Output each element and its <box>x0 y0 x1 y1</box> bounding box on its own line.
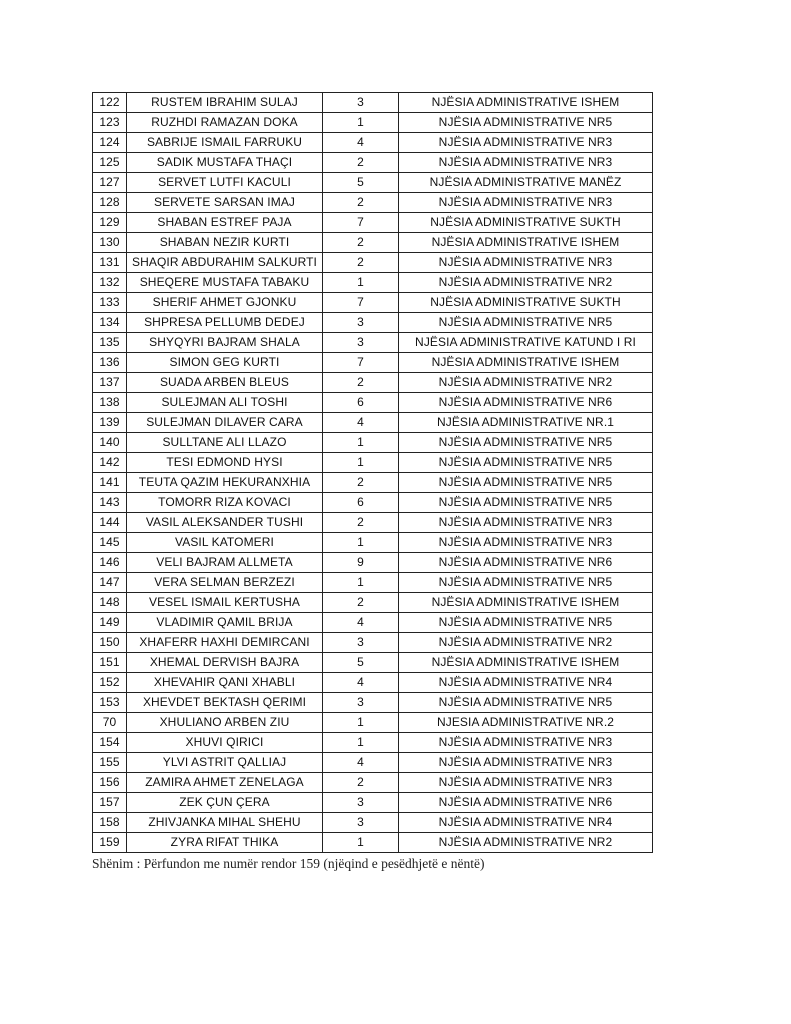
row-number-cell: 151 <box>93 653 127 673</box>
person-name-cell: TESI EDMOND HYSI <box>127 453 323 473</box>
row-number-cell: 139 <box>93 413 127 433</box>
person-name-cell: SULEJMAN ALI TOSHI <box>127 393 323 413</box>
footnote: Shënim : Përfundon me numër rendor 159 (njëqind e pesëdhjetë e nëntë) <box>92 856 485 871</box>
row-number-cell: 153 <box>93 693 127 713</box>
count-cell: 3 <box>323 633 399 653</box>
count-cell: 5 <box>323 653 399 673</box>
table-row <box>93 813 653 833</box>
row-number-cell: 143 <box>93 493 127 513</box>
row-number-cell: 149 <box>93 613 127 633</box>
administrative-unit-cell: NJËSIA ADMINISTRATIVE ISHEM <box>399 653 653 673</box>
person-name-cell: ZYRA RIFAT THIKA <box>127 833 323 853</box>
table-row <box>93 573 653 593</box>
row-number-cell: 129 <box>93 213 127 233</box>
administrative-unit-cell: NJËSIA ADMINISTRATIVE NR5 <box>399 113 653 133</box>
row-number-cell: 70 <box>93 713 127 733</box>
table-row <box>93 653 653 673</box>
person-name-cell: ZHIVJANKA MIHAL SHEHU <box>127 813 323 833</box>
table-row <box>93 533 653 553</box>
count-cell: 4 <box>323 133 399 153</box>
administrative-unit-cell: NJËSIA ADMINISTRATIVE ISHEM <box>399 93 653 113</box>
row-number-cell: 128 <box>93 193 127 213</box>
table-row <box>93 373 653 393</box>
count-cell: 3 <box>323 333 399 353</box>
administrative-unit-cell: NJËSIA ADMINISTRATIVE ISHEM <box>399 233 653 253</box>
table-row <box>93 133 653 153</box>
person-name-cell: RUZHDI RAMAZAN DOKA <box>127 113 323 133</box>
row-number-cell: 122 <box>93 93 127 113</box>
administrative-unit-cell: NJËSIA ADMINISTRATIVE NR3 <box>399 533 653 553</box>
administrative-unit-cell: NJËSIA ADMINISTRATIVE NR.1 <box>399 413 653 433</box>
table-row <box>93 453 653 473</box>
count-cell: 2 <box>323 513 399 533</box>
table-row <box>93 673 653 693</box>
administrative-unit-cell: NJËSIA ADMINISTRATIVE NR6 <box>399 393 653 413</box>
person-name-cell: XHEVDET BEKTASH QERIMI <box>127 693 323 713</box>
table-row <box>93 833 653 853</box>
count-cell: 2 <box>323 473 399 493</box>
administrative-unit-cell: NJËSIA ADMINISTRATIVE NR3 <box>399 773 653 793</box>
count-cell: 3 <box>323 693 399 713</box>
count-cell: 4 <box>323 673 399 693</box>
count-cell: 6 <box>323 493 399 513</box>
person-name-cell: VLADIMIR QAMIL BRIJA <box>127 613 323 633</box>
row-number-cell: 152 <box>93 673 127 693</box>
count-cell: 2 <box>323 253 399 273</box>
administrative-unit-cell: NJËSIA ADMINISTRATIVE NR3 <box>399 733 653 753</box>
person-name-cell: XHULIANO ARBEN ZIU <box>127 713 323 733</box>
count-cell: 3 <box>323 93 399 113</box>
person-name-cell: XHEVAHIR QANI XHABLI <box>127 673 323 693</box>
administrative-unit-cell: NJËSIA ADMINISTRATIVE NR5 <box>399 453 653 473</box>
row-number-cell: 124 <box>93 133 127 153</box>
table-row <box>93 293 653 313</box>
administrative-unit-cell: NJËSIA ADMINISTRATIVE ISHEM <box>399 593 653 613</box>
row-number-cell: 145 <box>93 533 127 553</box>
person-name-cell: SHYQYRI BAJRAM SHALA <box>127 333 323 353</box>
table-row <box>93 193 653 213</box>
administrative-unit-cell: NJËSIA ADMINISTRATIVE NR6 <box>399 793 653 813</box>
table-row <box>93 493 653 513</box>
count-cell: 1 <box>323 713 399 733</box>
administrative-unit-cell: NJËSIA ADMINISTRATIVE ISHEM <box>399 353 653 373</box>
count-cell: 3 <box>323 813 399 833</box>
table-row <box>93 253 653 273</box>
count-cell: 4 <box>323 413 399 433</box>
row-number-cell: 148 <box>93 593 127 613</box>
records-table <box>92 92 653 853</box>
count-cell: 1 <box>323 273 399 293</box>
administrative-unit-cell: NJËSIA ADMINISTRATIVE NR5 <box>399 493 653 513</box>
count-cell: 1 <box>323 573 399 593</box>
count-cell: 4 <box>323 753 399 773</box>
count-cell: 7 <box>323 213 399 233</box>
person-name-cell: TEUTA QAZIM HEKURANXHIA <box>127 473 323 493</box>
table-row <box>93 633 653 653</box>
count-cell: 2 <box>323 373 399 393</box>
administrative-unit-cell: NJËSIA ADMINISTRATIVE NR2 <box>399 633 653 653</box>
count-cell: 1 <box>323 113 399 133</box>
administrative-unit-cell: NJËSIA ADMINISTRATIVE NR5 <box>399 473 653 493</box>
table-row <box>93 313 653 333</box>
row-number-cell: 131 <box>93 253 127 273</box>
person-name-cell: SERVETE SARSAN IMAJ <box>127 193 323 213</box>
row-number-cell: 155 <box>93 753 127 773</box>
count-cell: 2 <box>323 593 399 613</box>
table-row <box>93 433 653 453</box>
row-number-cell: 159 <box>93 833 127 853</box>
table-row <box>93 753 653 773</box>
count-cell: 7 <box>323 353 399 373</box>
count-cell: 3 <box>323 793 399 813</box>
table-row <box>93 173 653 193</box>
person-name-cell: SADIK MUSTAFA THAÇI <box>127 153 323 173</box>
row-number-cell: 141 <box>93 473 127 493</box>
table-row <box>93 773 653 793</box>
row-number-cell: 136 <box>93 353 127 373</box>
table-row <box>93 113 653 133</box>
administrative-unit-cell: NJËSIA ADMINISTRATIVE NR2 <box>399 833 653 853</box>
person-name-cell: SULLTANE ALI LLAZO <box>127 433 323 453</box>
row-number-cell: 142 <box>93 453 127 473</box>
row-number-cell: 133 <box>93 293 127 313</box>
table-row <box>93 413 653 433</box>
administrative-unit-cell: NJËSIA ADMINISTRATIVE NR5 <box>399 313 653 333</box>
person-name-cell: VELI BAJRAM ALLMETA <box>127 553 323 573</box>
administrative-unit-cell: NJËSIA ADMINISTRATIVE NR3 <box>399 253 653 273</box>
administrative-unit-cell: NJËSIA ADMINISTRATIVE NR5 <box>399 693 653 713</box>
administrative-unit-cell: NJËSIA ADMINISTRATIVE NR3 <box>399 513 653 533</box>
count-cell: 2 <box>323 153 399 173</box>
person-name-cell: SHABAN ESTREF PAJA <box>127 213 323 233</box>
count-cell: 1 <box>323 533 399 553</box>
person-name-cell: XHUVI QIRICI <box>127 733 323 753</box>
person-name-cell: SHPRESA PELLUMB DEDEJ <box>127 313 323 333</box>
table-row <box>93 93 653 113</box>
row-number-cell: 150 <box>93 633 127 653</box>
row-number-cell: 127 <box>93 173 127 193</box>
table-row <box>93 213 653 233</box>
person-name-cell: SERVET LUTFI KACULI <box>127 173 323 193</box>
count-cell: 1 <box>323 733 399 753</box>
table-row <box>93 273 653 293</box>
administrative-unit-cell: NJËSIA ADMINISTRATIVE NR3 <box>399 753 653 773</box>
row-number-cell: 132 <box>93 273 127 293</box>
count-cell: 3 <box>323 313 399 333</box>
count-cell: 7 <box>323 293 399 313</box>
count-cell: 1 <box>323 453 399 473</box>
person-name-cell: SHAQIR ABDURAHIM SALKURTI <box>127 253 323 273</box>
row-number-cell: 157 <box>93 793 127 813</box>
table-row <box>93 733 653 753</box>
administrative-unit-cell: NJËSIA ADMINISTRATIVE SUKTH <box>399 213 653 233</box>
person-name-cell: TOMORR RIZA KOVACI <box>127 493 323 513</box>
row-number-cell: 123 <box>93 113 127 133</box>
row-number-cell: 147 <box>93 573 127 593</box>
row-number-cell: 137 <box>93 373 127 393</box>
person-name-cell: SIMON GEG KURTI <box>127 353 323 373</box>
person-name-cell: SABRIJE ISMAIL FARRUKU <box>127 133 323 153</box>
count-cell: 2 <box>323 233 399 253</box>
administrative-unit-cell: NJËSIA ADMINISTRATIVE MANËZ <box>399 173 653 193</box>
count-cell: 1 <box>323 833 399 853</box>
count-cell: 9 <box>323 553 399 573</box>
person-name-cell: RUSTEM IBRAHIM SULAJ <box>127 93 323 113</box>
administrative-unit-cell: NJËSIA ADMINISTRATIVE SUKTH <box>399 293 653 313</box>
person-name-cell: VASIL ALEKSANDER TUSHI <box>127 513 323 533</box>
table-row <box>93 793 653 813</box>
administrative-unit-cell: NJËSIA ADMINISTRATIVE NR4 <box>399 673 653 693</box>
records-table-body <box>93 93 653 853</box>
person-name-cell: VERA SELMAN BERZEZI <box>127 573 323 593</box>
row-number-cell: 146 <box>93 553 127 573</box>
row-number-cell: 138 <box>93 393 127 413</box>
person-name-cell: SHERIF AHMET GJONKU <box>127 293 323 313</box>
person-name-cell: SULEJMAN DILAVER CARA <box>127 413 323 433</box>
person-name-cell: YLVI ASTRIT QALLIAJ <box>127 753 323 773</box>
row-number-cell: 158 <box>93 813 127 833</box>
administrative-unit-cell: NJËSIA ADMINISTRATIVE NR3 <box>399 153 653 173</box>
table-row <box>93 593 653 613</box>
row-number-cell: 125 <box>93 153 127 173</box>
row-number-cell: 130 <box>93 233 127 253</box>
table-row <box>93 353 653 373</box>
table-row <box>93 553 653 573</box>
table-row <box>93 393 653 413</box>
person-name-cell: VESEL ISMAIL KERTUSHA <box>127 593 323 613</box>
person-name-cell: ZEK ÇUN ÇERA <box>127 793 323 813</box>
row-number-cell: 144 <box>93 513 127 533</box>
count-cell: 5 <box>323 173 399 193</box>
count-cell: 4 <box>323 613 399 633</box>
administrative-unit-cell: NJËSIA ADMINISTRATIVE NR4 <box>399 813 653 833</box>
person-name-cell: SHEQERE MUSTAFA TABAKU <box>127 273 323 293</box>
table-row <box>93 513 653 533</box>
administrative-unit-cell: NJËSIA ADMINISTRATIVE NR2 <box>399 273 653 293</box>
table-row <box>93 613 653 633</box>
row-number-cell: 154 <box>93 733 127 753</box>
row-number-cell: 140 <box>93 433 127 453</box>
person-name-cell: SUADA ARBEN BLEUS <box>127 373 323 393</box>
row-number-cell: 134 <box>93 313 127 333</box>
person-name-cell: SHABAN NEZIR KURTI <box>127 233 323 253</box>
count-cell: 6 <box>323 393 399 413</box>
administrative-unit-cell: NJËSIA ADMINISTRATIVE NR5 <box>399 433 653 453</box>
table-row <box>93 693 653 713</box>
row-number-cell: 156 <box>93 773 127 793</box>
table-row <box>93 713 653 733</box>
administrative-unit-cell: NJËSIA ADMINISTRATIVE NR3 <box>399 193 653 213</box>
administrative-unit-cell: NJËSIA ADMINISTRATIVE NR2 <box>399 373 653 393</box>
person-name-cell: XHAFERR HAXHI DEMIRCANI <box>127 633 323 653</box>
administrative-unit-cell: NJËSIA ADMINISTRATIVE NR5 <box>399 573 653 593</box>
row-number-cell: 135 <box>93 333 127 353</box>
table-row <box>93 153 653 173</box>
person-name-cell: XHEMAL DERVISH BAJRA <box>127 653 323 673</box>
administrative-unit-cell: NJËSIA ADMINISTRATIVE NR5 <box>399 613 653 633</box>
administrative-unit-cell: NJËSIA ADMINISTRATIVE NR6 <box>399 553 653 573</box>
count-cell: 2 <box>323 773 399 793</box>
count-cell: 2 <box>323 193 399 213</box>
count-cell: 1 <box>323 433 399 453</box>
table-row <box>93 333 653 353</box>
administrative-unit-cell: NJËSIA ADMINISTRATIVE NR3 <box>399 133 653 153</box>
person-name-cell: ZAMIRA AHMET ZENELAGA <box>127 773 323 793</box>
administrative-unit-cell: NJESIA ADMINISTRATIVE NR.2 <box>399 713 653 733</box>
person-name-cell: VASIL KATOMERI <box>127 533 323 553</box>
table-row <box>93 473 653 493</box>
table-row <box>93 233 653 253</box>
administrative-unit-cell: NJËSIA ADMINISTRATIVE KATUND I RI <box>399 333 653 353</box>
